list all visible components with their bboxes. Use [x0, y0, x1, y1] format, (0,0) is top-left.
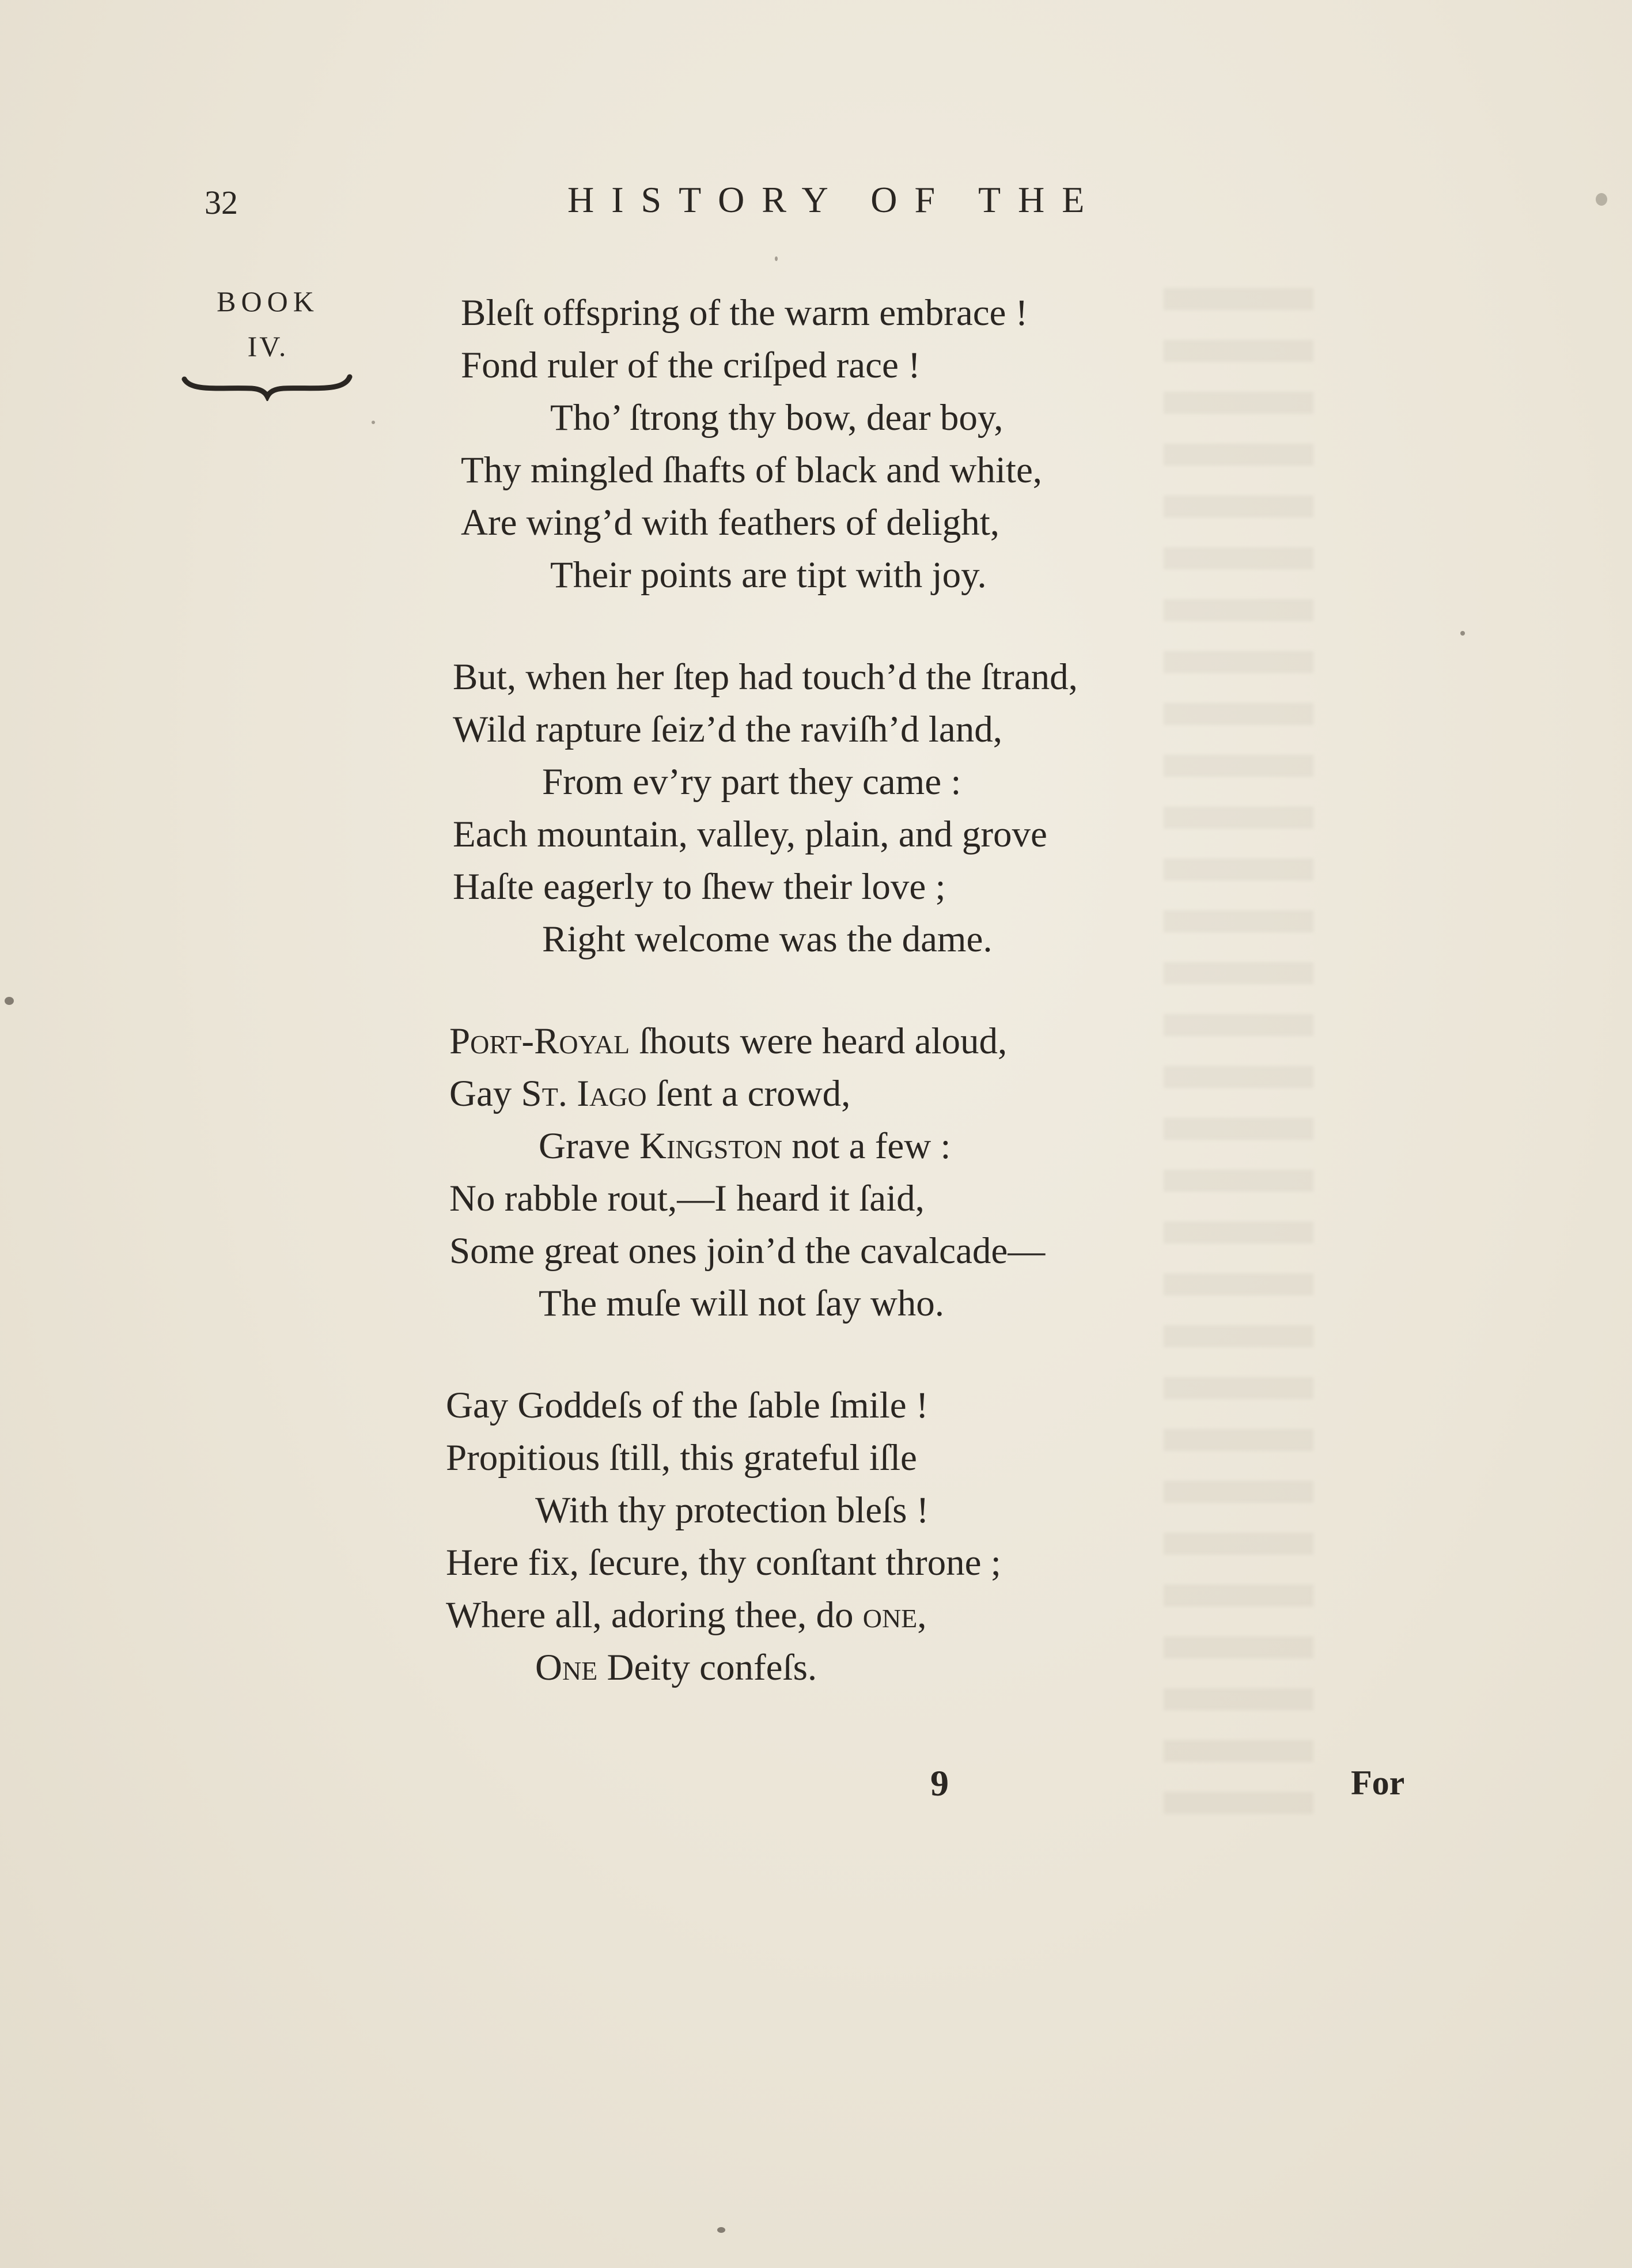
- margin-book-label: BOOK: [217, 285, 319, 317]
- verse-line: Haſte eagerly to ſhew their love ;: [453, 866, 946, 908]
- verse-text: Gay: [449, 1073, 521, 1114]
- verse-line: But, when her ſtep had touch’d the ſtrand,: [453, 656, 1078, 698]
- verse-line: With thy protection bleſs !: [535, 1490, 929, 1531]
- verse-text: not a few :: [782, 1125, 951, 1167]
- page-number: 32: [205, 184, 238, 221]
- verse-line: Tho’ ſtrong thy bow, dear boy,: [550, 397, 1004, 439]
- verse-text: ,: [917, 1594, 927, 1636]
- verse-text: Where all, adoring thee, do: [446, 1594, 863, 1636]
- verse-line: Their points are tipt with joy.: [550, 554, 987, 596]
- paper-speck: [717, 2227, 725, 2233]
- verse-line: From ev’ry part they came :: [542, 761, 961, 803]
- verse-line: Fond ruler of the criſped race !: [461, 345, 921, 386]
- verse-text: Deity confeſs.: [597, 1647, 817, 1688]
- verse-line: [449, 1120, 1325, 1173]
- curly-brace-ornament: [180, 372, 353, 401]
- verse-text: Grave: [539, 1125, 640, 1167]
- paper-speck: [775, 256, 778, 261]
- verse-line: [446, 1642, 1325, 1694]
- running-head: HISTORY OF THE: [567, 179, 1102, 220]
- verse-line: Here fix, ſecure, thy conſtant throne ;: [446, 1542, 1001, 1583]
- verse-line: Propitious ſtill, this grateful iſle: [446, 1437, 917, 1479]
- paper-speck: [1596, 193, 1607, 206]
- verse-line: Are wing’d with feathers of delight,: [461, 502, 1000, 543]
- place-name-small-caps: Port-Royal: [449, 1020, 630, 1062]
- verse-line: Wild rapture ſeiz’d the raviſh’d land,: [453, 709, 1002, 750]
- stanza-1: [461, 287, 1325, 602]
- verse-line: The muſe will not ſay who.: [539, 1283, 945, 1324]
- margin-book-volume: IV.: [247, 330, 289, 362]
- verse-line: [446, 1589, 1325, 1642]
- paper-speck: [5, 997, 14, 1005]
- emphasis-small-caps: one: [862, 1594, 918, 1636]
- stanza-2: [453, 651, 1325, 966]
- verse-line: Gay Goddeſs of the ſable ſmile !: [446, 1385, 929, 1426]
- verse-text: ſhouts were heard aloud,: [630, 1020, 1008, 1062]
- verse-line: Each mountain, valley, plain, and grove: [453, 814, 1047, 855]
- catchword: For: [1351, 1764, 1405, 1802]
- verse-line: [449, 1068, 1325, 1120]
- paper-speck: [372, 421, 375, 424]
- verse-line: Bleſt offspring of the warm embrace !: [461, 292, 1028, 334]
- stanza-3: [449, 1015, 1325, 1330]
- stanza-4: [446, 1379, 1325, 1694]
- signature-mark: 9: [930, 1763, 949, 1804]
- verse-line: Thy mingled ſhafts of black and white,: [461, 449, 1043, 491]
- verse-text: ſent a crowd,: [646, 1073, 851, 1114]
- emphasis-small-caps: One: [535, 1647, 598, 1688]
- verse-line: Some great ones join’d the cavalcade—: [449, 1230, 1046, 1272]
- verse-line: No rabble rout,—I heard it ſaid,: [449, 1178, 925, 1219]
- paper-speck: [1460, 631, 1465, 636]
- verse-line: [449, 1015, 1325, 1068]
- place-name-small-caps: Kingston: [639, 1125, 783, 1167]
- poem: [446, 287, 1325, 1744]
- place-name-small-caps: St. Iago: [521, 1073, 647, 1114]
- verse-line: Right welcome was the dame.: [542, 918, 993, 960]
